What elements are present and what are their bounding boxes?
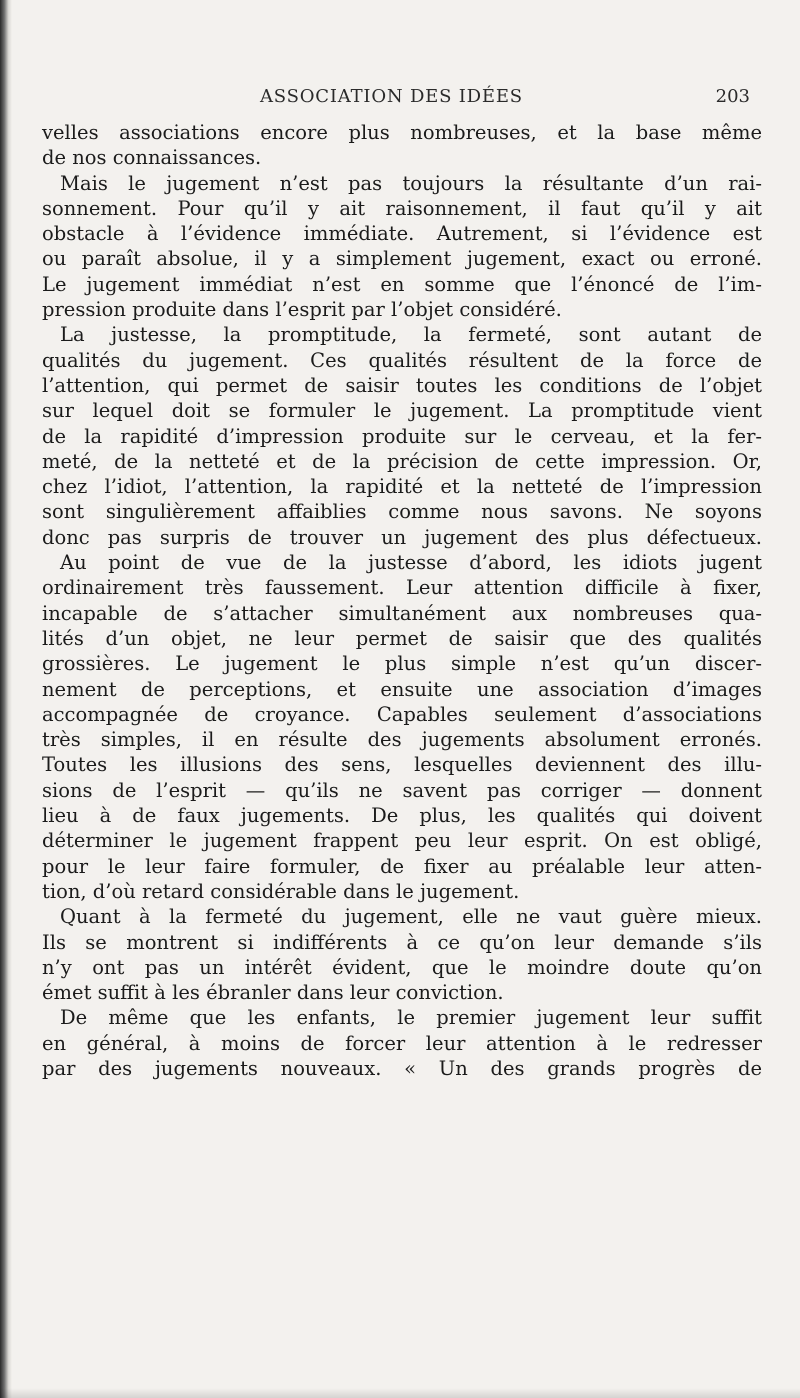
text-line: Ils se montrent si indifférents à ce qu’on leur demande s’ils xyxy=(42,930,762,954)
text-line: Toutes les illusions des sens, lesquelles deviennent des illu- xyxy=(42,753,762,777)
text-line: émet suffit à les ébranler dans leur conviction. xyxy=(42,981,504,1005)
text-line: grossières. Le jugement le plus simple n’est qu’un discer- xyxy=(42,652,762,676)
text-line: sur lequel doit se formuler le jugement. La promptitude vient xyxy=(42,399,762,423)
text-line: en général, à moins de forcer leur attention à le redresser xyxy=(42,1031,762,1055)
text-line: très simples, il en résulte des jugements absolument erronés. xyxy=(42,728,762,752)
text-line: pour le leur faire formuler, de fixer au préalable leur atten- xyxy=(42,854,762,878)
text-line: Au point de vue de la justesse d’abord, les idiots jugent xyxy=(60,551,762,575)
text-line: accompagnée de croyance. Capables seulement d’associations xyxy=(42,702,762,726)
binding-shadow xyxy=(0,0,12,1398)
text-line: pression produite dans l’esprit par l’objet considéré. xyxy=(42,298,562,322)
text-line: sont singulièrement affaiblies comme nous savons. Ne soyons xyxy=(42,500,762,524)
page-number: 203 xyxy=(715,86,750,107)
text-line: lités d’un objet, ne leur permet de saisir que des qualités xyxy=(42,626,762,650)
text-line: La justesse, la promptitude, la fermeté, sont autant de xyxy=(60,323,762,347)
text-line: par des jugements nouveaux. « Un des grands progrès de xyxy=(42,1056,762,1080)
text-line: sions de l’esprit — qu’ils ne savent pas corriger — donnent xyxy=(42,778,762,802)
text-line: De même que les enfants, le premier jugement leur suffit xyxy=(60,1006,762,1030)
text-line: velles associations encore plus nombreuses, et la base même xyxy=(42,121,762,144)
text-line: tion, d’où retard considérable dans le jugement. xyxy=(42,879,520,903)
text-line: Mais le jugement n’est pas toujours la résultante d’un rai- xyxy=(60,171,762,195)
text-line: donc pas surpris de trouver un jugement des plus défectueux. xyxy=(42,525,762,549)
text-line: lieu à de faux jugements. De plus, les qualités qui doivent xyxy=(42,804,762,828)
text-line: incapable de s’attacher simultanément aux nombreuses qua- xyxy=(42,601,762,625)
text-line: de la rapidité d’impression produite sur le cerveau, et la fer- xyxy=(42,424,762,448)
text-line: meté, de la netteté et de la précision de cette impression. Or, xyxy=(42,449,762,473)
text-line: Quant à la fermeté du jugement, elle ne vaut guère mieux. xyxy=(60,905,762,929)
text-line: Le jugement immédiat n’est en somme que l’énoncé de l’im- xyxy=(42,272,762,296)
text-line: nement de perceptions, et ensuite une association d’images xyxy=(42,677,762,701)
text-line: l’attention, qui permet de saisir toutes les conditions de l’objet xyxy=(42,373,762,397)
text-line: déterminer le jugement frappent peu leur esprit. On est obligé, xyxy=(42,829,762,853)
text-line: n’y ont pas un intérêt évident, que le moindre doute qu’on xyxy=(42,955,762,979)
body-text xyxy=(42,120,762,1081)
text-line: ou paraît absolue, il y a simplement jugement, exact ou erroné. xyxy=(42,247,762,271)
text-line: obstacle à l’évidence immédiate. Autrement, si l’évidence est xyxy=(42,222,762,246)
page-edge-shadow xyxy=(0,1388,800,1398)
text-line: sonnement. Pour qu’il y ait raisonnement, il faut qu’il y ait xyxy=(42,196,762,220)
text-line: qualités du jugement. Ces qualités résultent de la force de xyxy=(42,348,762,372)
text-line: chez l’idiot, l’attention, la rapidité et la netteté de l’impression xyxy=(42,475,762,499)
running-header-title: ASSOCIATION DES IDÉES xyxy=(260,86,523,107)
book-page xyxy=(42,86,762,1386)
running-header xyxy=(42,86,762,112)
text-line: ordinairement très faussement. Leur attention difficile à fixer, xyxy=(42,576,762,600)
text-line: de nos connaissances. xyxy=(42,146,262,170)
